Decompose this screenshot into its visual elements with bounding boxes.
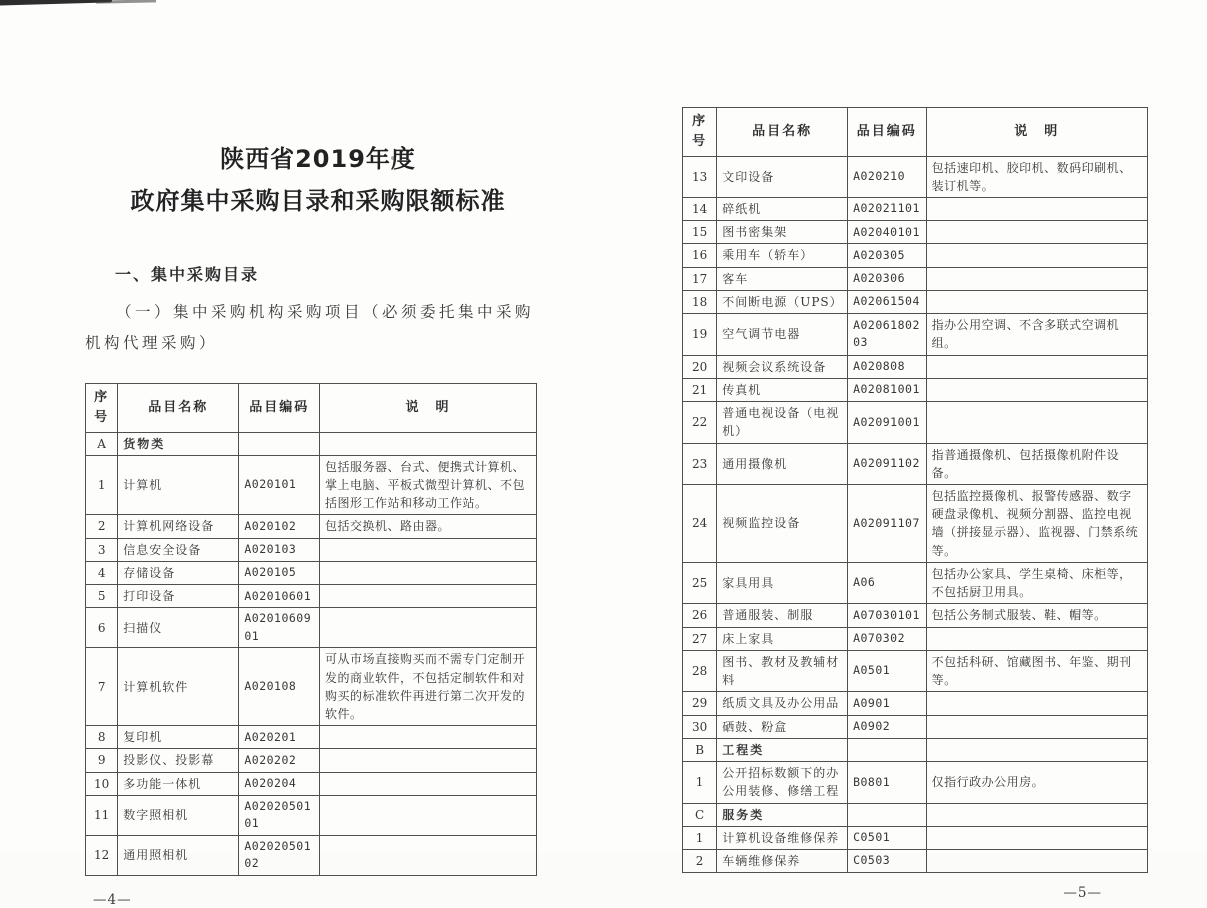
cell-code: A0501 [848,650,927,691]
catalog-table-page4 [85,383,537,876]
cell-no: 14 [683,197,717,220]
cell-no: 8 [86,726,118,749]
cell-code: A020202 [239,749,320,772]
cell-desc [926,402,1147,443]
table-row [683,692,1148,715]
cell-code: A0206180203 [848,314,927,355]
catalog-table-page5 [682,107,1148,873]
cell-code: A07030101 [848,604,927,627]
cell-desc [926,378,1147,401]
cell-desc: 仅指行政办公用房。 [926,762,1147,803]
cell-desc [926,826,1147,849]
cell-name: 空气调节电器 [717,314,848,355]
cell-code: A020108 [239,648,320,726]
cell-desc [926,738,1147,761]
cell-name: 车辆维修保养 [717,850,848,873]
cell-code: A020201 [239,726,320,749]
document-title [99,138,537,222]
right-page [682,107,1148,901]
cell-no: 11 [86,795,118,835]
cell-desc [926,803,1147,826]
table-row [683,244,1148,267]
table-row [683,485,1148,563]
cell-desc: 包括交换机、路由器。 [320,515,537,538]
cell-desc: 指办公用空调、不含多联式空调机组。 [926,314,1147,355]
table-row [683,604,1148,627]
cell-code: A02061504 [848,290,927,313]
table-row [683,378,1148,401]
cell-desc [320,772,537,795]
cell-name: 投影仪、投影幕 [118,749,239,772]
cell-desc: 包括服务器、台式、便携式计算机、掌上电脑、平板式微型计算机、不包括图形工作站和移动工作站。 [320,455,537,515]
cell-code: A020105 [239,561,320,584]
cell-code: A020204 [239,772,320,795]
cell-code: B0801 [848,762,927,803]
table-row [86,608,537,648]
cell-desc [320,835,537,875]
table-row [86,455,537,515]
cell-no: 6 [86,608,118,648]
cell-name: 计算机网络设备 [118,515,239,538]
cell-code: A070302 [848,627,927,650]
cell-name: 客车 [717,267,848,290]
table-row [86,561,537,584]
cell-no: 3 [86,538,118,561]
table-row [683,197,1148,220]
table-row [683,221,1148,244]
cell-name: 不间断电源（UPS） [717,290,848,313]
table-row [86,538,537,561]
cell-code: A0202050102 [239,835,320,875]
cell-desc [926,221,1147,244]
cell-code: A020210 [848,156,927,197]
cell-code: A02010601 [239,585,320,608]
cell-code: A02040101 [848,221,927,244]
cell-no: B [683,738,717,761]
cell-no: 20 [683,355,717,378]
cell-name: 碎纸机 [717,197,848,220]
cell-name: 公开招标数额下的办公用装修、修缮工程 [717,762,848,803]
cell-code: A02081001 [848,378,927,401]
cell-name: 图书密集架 [717,221,848,244]
cell-no: 12 [86,835,118,875]
cell-desc: 不包括科研、馆藏图书、年鉴、期刊等。 [926,650,1147,691]
cell-desc [320,726,537,749]
cell-name: 工程类 [717,738,848,761]
cell-code: A020306 [848,267,927,290]
column-header: 序号 [683,108,717,157]
cell-name: 视频监控设备 [717,485,848,563]
cell-code [848,803,927,826]
cell-no: 1 [86,455,118,515]
table-row [86,585,537,608]
table-row [683,314,1148,355]
cell-name: 计算机软件 [118,648,239,726]
cell-no: 26 [683,604,717,627]
table-row [683,267,1148,290]
cell-name: 床上家具 [717,627,848,650]
cell-name: 打印设备 [118,585,239,608]
cell-code: A020305 [848,244,927,267]
table-row [683,762,1148,803]
cell-desc [320,749,537,772]
cell-no: 21 [683,378,717,401]
cell-no: 16 [683,244,717,267]
cell-name: 纸质文具及办公用品 [717,692,848,715]
cell-no: 5 [86,585,118,608]
cell-desc: 可从市场直接购买而不需专门定制开发的商业软件，不包括定制软件和对购买的标准软件再进行第二次开发的软件。 [320,648,537,726]
table-row [86,515,537,538]
table-row [683,715,1148,738]
cell-no: 18 [683,290,717,313]
cell-name: 多功能一体机 [118,772,239,795]
header-row [683,108,1148,157]
cell-code: A02091107 [848,485,927,563]
cell-desc: 包括办公家具、学生桌椅、床柜等，不包括厨卫用具。 [926,562,1147,603]
table-row [683,627,1148,650]
table-row [86,749,537,772]
cell-no: A [86,432,118,455]
column-header: 说 明 [320,384,537,433]
cell-name: 视频会议系统设备 [717,355,848,378]
cell-desc [320,585,537,608]
column-header: 序号 [86,384,118,433]
cell-name: 扫描仪 [118,608,239,648]
category-section-row [683,738,1148,761]
cell-desc [320,561,537,584]
cell-name: 普通电视设备（电视机） [717,402,848,443]
cell-code [239,432,320,455]
cell-no: 23 [683,443,717,484]
cell-desc [926,290,1147,313]
cell-desc [320,795,537,835]
cell-name: 通用摄像机 [717,443,848,484]
cell-no: C [683,803,717,826]
cell-desc: 包括速印机、胶印机、数码印刷机、装订机等。 [926,156,1147,197]
cell-code: C0501 [848,826,927,849]
cell-code: A02091102 [848,443,927,484]
cell-code: C0503 [848,850,927,873]
page-number-left: —4— [93,891,132,908]
cell-no: 15 [683,221,717,244]
cell-no: 27 [683,627,717,650]
cell-no: 1 [683,762,717,803]
cell-code: A0202050101 [239,795,320,835]
cell-desc: 指普通摄像机、包括摄像机附件设备。 [926,443,1147,484]
cell-name: 家具用具 [717,562,848,603]
cell-code: A02021101 [848,197,927,220]
table-row [86,835,537,875]
cell-code: A020808 [848,355,927,378]
page-number-right: —5— [1063,885,1102,902]
cell-no: 2 [86,515,118,538]
table-row [683,826,1148,849]
cell-code: A020101 [239,455,320,515]
cell-name: 服务类 [717,803,848,826]
cell-name: 计算机 [118,455,239,515]
cell-code: A0201060901 [239,608,320,648]
cell-desc [320,432,537,455]
category-section-row [683,803,1148,826]
cell-name: 乘用车（轿车） [717,244,848,267]
cell-code: A0902 [848,715,927,738]
column-header: 品目编码 [239,384,320,433]
cell-name: 文印设备 [717,156,848,197]
cell-desc [926,692,1147,715]
cell-name: 复印机 [118,726,239,749]
cell-no: 1 [683,826,717,849]
cell-name: 图书、教材及教辅材料 [717,650,848,691]
cell-name: 信息安全设备 [118,538,239,561]
table-row [683,355,1148,378]
table-row [683,443,1148,484]
table-row [86,772,537,795]
cell-name: 普通服装、制服 [717,604,848,627]
left-page [85,138,537,908]
cell-name: 货物类 [118,432,239,455]
cell-code: A020102 [239,515,320,538]
column-header: 品目名称 [118,384,239,433]
cell-no: 22 [683,402,717,443]
cell-desc [926,355,1147,378]
cell-no: 4 [86,561,118,584]
cell-name: 传真机 [717,378,848,401]
table-row [86,726,537,749]
cell-no: 10 [86,772,118,795]
cell-code [848,738,927,761]
table-row [683,156,1148,197]
cell-no: 13 [683,156,717,197]
header-row [86,384,537,433]
cell-code: A06 [848,562,927,603]
cell-desc: 包括监控摄像机、报警传感器、数字硬盘录像机、视频分割器、监控电视墙（拼接显示器）、监视器、门禁系统等。 [926,485,1147,563]
section-heading: 一、集中采购目录 [115,265,260,284]
cell-desc [926,244,1147,267]
cell-name: 数字照相机 [118,795,239,835]
cell-no: 25 [683,562,717,603]
cell-no: 28 [683,650,717,691]
scan-edge-artifact [96,0,156,4]
table-row [683,562,1148,603]
column-header: 品目编码 [848,108,927,157]
cell-no: 7 [86,648,118,726]
table-row [86,795,537,835]
table-row [683,402,1148,443]
cell-no: 2 [683,850,717,873]
column-header: 说 明 [926,108,1147,157]
category-section-row [86,432,537,455]
cell-code: A020103 [239,538,320,561]
cell-no: 24 [683,485,717,563]
cell-no: 19 [683,314,717,355]
cell-name: 通用照相机 [118,835,239,875]
cell-desc [320,608,537,648]
table-row [683,290,1148,313]
cell-desc [926,715,1147,738]
cell-desc [926,627,1147,650]
cell-name: 存储设备 [118,561,239,584]
cell-desc [926,197,1147,220]
cell-name: 硒鼓、粉盒 [717,715,848,738]
cell-no: 9 [86,749,118,772]
document-title-line2: 政府集中采购目录和采购限额标准 [130,187,506,215]
document-title-line1: 陕西省2019年度 [220,145,416,173]
cell-no: 17 [683,267,717,290]
cell-no: 30 [683,715,717,738]
cell-code: A02091001 [848,402,927,443]
cell-desc [320,538,537,561]
cell-name: 计算机设备维修保养 [717,826,848,849]
cell-code: A0901 [848,692,927,715]
cell-no: 29 [683,692,717,715]
subsection-paragraph: （一）集中采购机构采购项目（必须委托集中采购机构代理采购） [85,303,535,352]
column-header: 品目名称 [717,108,848,157]
table-row [683,650,1148,691]
table-row [86,648,537,726]
cell-desc: 包括公务制式服装、鞋、帽等。 [926,604,1147,627]
cell-desc [926,267,1147,290]
